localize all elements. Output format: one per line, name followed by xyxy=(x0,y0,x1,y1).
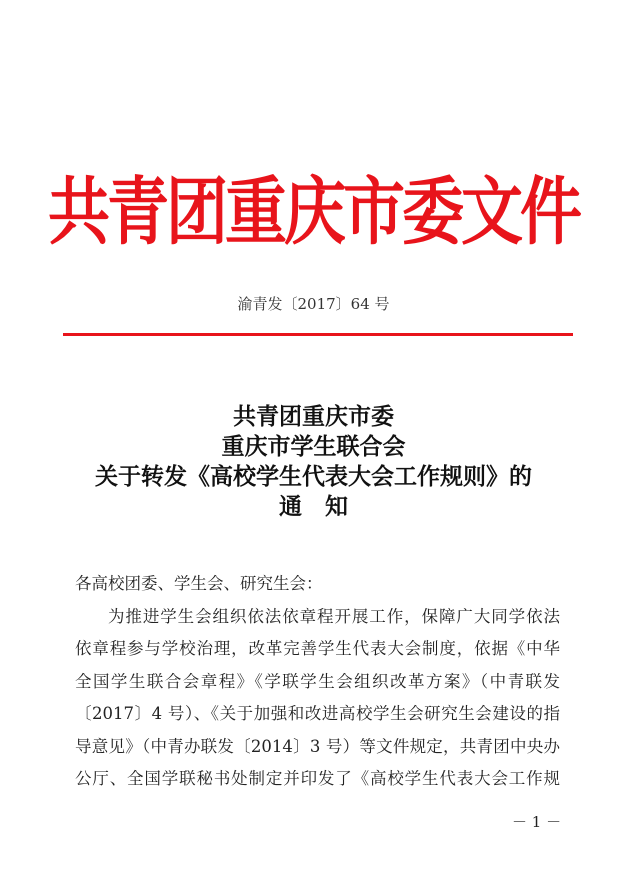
paragraph-line: 为推进学生会组织依法依章程开展工作，保障广大同学依法 xyxy=(108,606,560,626)
document-body xyxy=(75,568,560,796)
red-separator-line xyxy=(63,333,573,336)
document-masthead: 共青团重庆市委文件 xyxy=(47,168,579,255)
title-line-subject: 关于转发《高校学生代表大会工作规则》的 xyxy=(95,463,532,490)
salutation: 各高校团委、学生会、研究生会： xyxy=(75,574,323,593)
title-line-issuer-1: 共青团重庆市委 xyxy=(233,403,394,430)
title-line-issuer-2: 重庆市学生联合会 xyxy=(221,433,406,460)
paragraph-line: 导意见》（中青办联发〔2014〕3 号）等文件规定，共青团中央办 xyxy=(75,736,560,756)
page-number: － 1 － xyxy=(512,813,562,831)
paragraph-line: 公厅、全国学联秘书处制定并印发了《高校学生代表大会工作规 xyxy=(75,769,560,788)
paragraph-line: 〔2017〕4 号）、《关于加强和改进高校学生会研究生会建设的指 xyxy=(75,704,560,723)
title-line-notice: 通 知 xyxy=(279,493,348,520)
notice-title xyxy=(0,402,627,522)
paragraph-line: 依章程参与学校治理，改革完善学生代表大会制度，依据《中华 xyxy=(75,639,560,658)
paragraph-line: 全国学生联合会章程》《学联学生会组织改革方案》（中青联发 xyxy=(75,671,560,691)
document-number: 渝青发〔2017〕64 号 xyxy=(237,295,390,313)
